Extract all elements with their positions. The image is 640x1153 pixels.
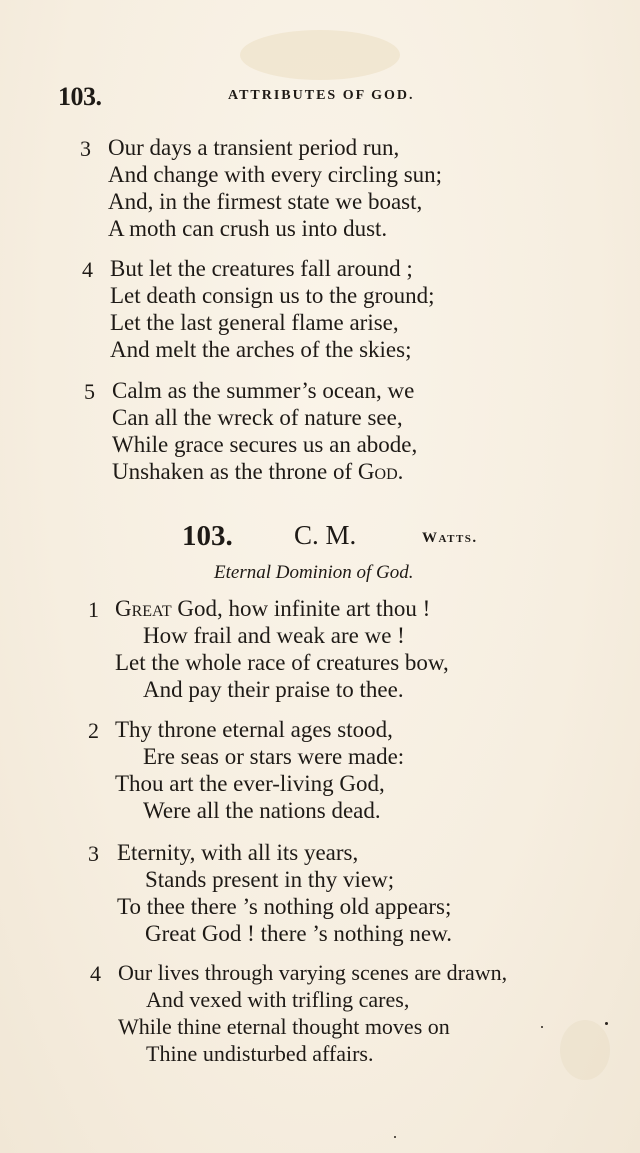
verse-line: Calm as the summer’s ocean, we — [112, 378, 415, 403]
verse-line: Eternity, with all its years, — [117, 840, 359, 865]
verse-line: While thine eternal thought moves on — [118, 1014, 450, 1039]
ink-speck — [394, 1136, 396, 1138]
stanza-number: 2 — [88, 718, 99, 743]
verse-line: Stands present in thy view; — [145, 867, 395, 892]
verse-line — [115, 595, 430, 622]
verse-line: A moth can crush us into dust. — [108, 216, 388, 241]
paper-stain — [560, 1020, 610, 1080]
verse-line: Were all the nations dead. — [143, 798, 381, 823]
verse-line: Thou art the ever-living God, — [115, 771, 385, 796]
verse-line: And pay their praise to thee. — [143, 677, 404, 702]
page-number: 103. — [58, 82, 102, 111]
divine-name: God. — [357, 459, 404, 484]
stanza-number: 4 — [90, 961, 101, 986]
verse-line: Can all the wreck of nature see, — [112, 405, 403, 430]
stanza-number: 1 — [88, 597, 99, 622]
verse-line: And vexed with trifling cares, — [146, 987, 410, 1012]
verse-line: To thee there ’s nothing old appears; — [117, 894, 452, 919]
verse-line: And melt the arches of the skies; — [110, 337, 412, 362]
verse-line-text: God, how infinite art thou ! — [171, 596, 431, 621]
verse-line: Thine undisturbed affairs. — [146, 1041, 374, 1066]
hymn-subtitle: Eternal Dominion of God. — [214, 562, 414, 583]
verse-line: Our lives through varying scenes are drawn, — [118, 960, 508, 985]
verse-line: Our days a transient period run, — [108, 135, 400, 160]
verse-line: How frail and weak are we ! — [143, 623, 405, 648]
verse-line: But let the creatures fall around ; — [110, 256, 413, 281]
stanza-number: 4 — [82, 257, 93, 282]
verse-line: While grace secures us an abode, — [112, 432, 418, 457]
hymn-author: Watts. — [422, 530, 478, 546]
verse-line: Thy throne eternal ages stood, — [115, 717, 393, 742]
verse-line: Let the whole race of creatures bow, — [115, 650, 449, 675]
paper-stain — [240, 30, 400, 80]
running-head — [58, 82, 458, 112]
verse-line-text: Unshaken as the throne of — [112, 459, 358, 484]
verse-line: Let death consign us to the ground; — [110, 283, 435, 308]
hymn-meter: C. M. — [294, 520, 357, 550]
verse-line: And change with every circling sun; — [108, 162, 443, 187]
running-title: ATTRIBUTES OF GOD. — [228, 88, 415, 103]
first-word: Great — [115, 596, 172, 621]
hymn-number: 103. — [182, 520, 233, 552]
ink-speck — [605, 1022, 608, 1025]
verse-line: Let the last general flame arise, — [110, 310, 399, 335]
verse-line: Great God ! there ’s nothing new. — [145, 921, 453, 946]
stanza-number: 3 — [88, 841, 99, 866]
stanza-number: 5 — [84, 379, 95, 404]
verse-line: Ere seas or stars were made: — [143, 744, 405, 769]
verse-line — [112, 458, 403, 485]
stanza-number: 3 — [80, 136, 91, 161]
verse-line: And, in the firmest state we boast, — [108, 189, 423, 214]
ink-speck — [541, 1026, 543, 1028]
hymn-header — [0, 520, 640, 560]
